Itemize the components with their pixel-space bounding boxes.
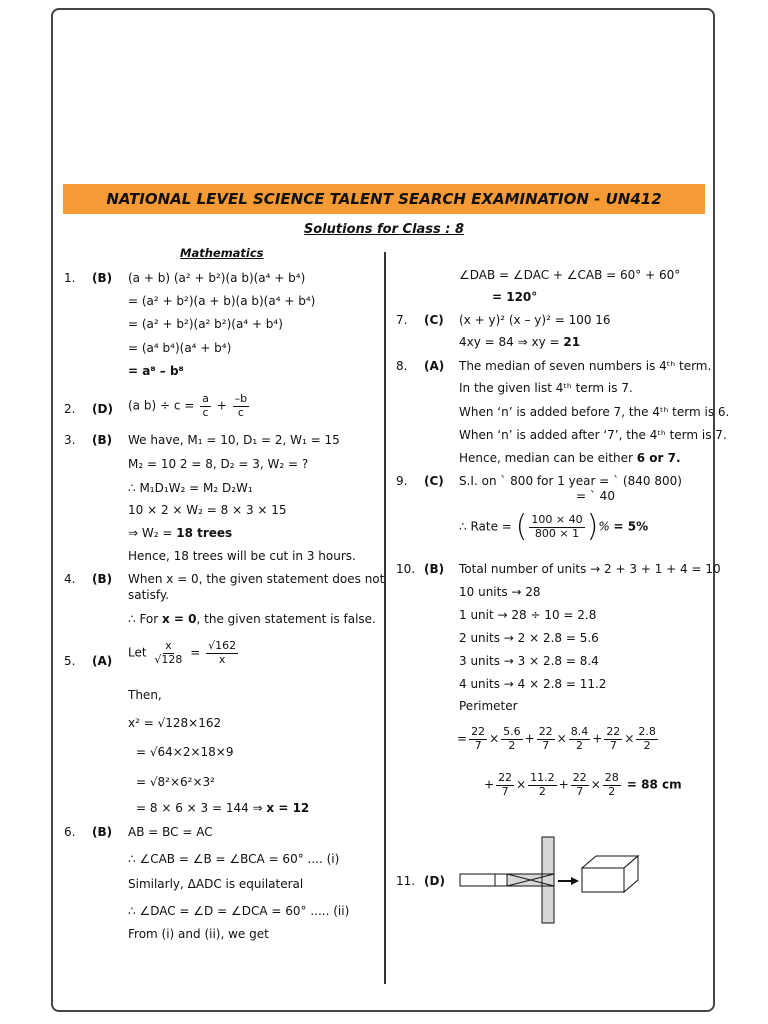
- q10-line: Total number of units → 2 + 3 + 1 + 4 = 10: [459, 562, 721, 576]
- q10-line: 3 units → 3 × 2.8 = 8.4: [459, 654, 599, 668]
- q11-net-diagram: [455, 836, 641, 926]
- q6-number: 6.: [64, 825, 76, 839]
- q4-number: 4.: [64, 572, 76, 586]
- q1-answer: (B): [92, 271, 113, 285]
- q10-perimeter-line1: = $\frac{22}{7}$ × $\frac{5.6}{2}$ + $\frac{22}{7}$ × $\frac{8.4}{2}$ + $\frac{22}{7}$ × $\frac{2.8}{2}$: [457, 725, 656, 752]
- exam-title-banner: [63, 184, 705, 214]
- q6-line: ∴ ∠CAB = ∠B = ∠BCA = 60° .... (i): [128, 852, 340, 866]
- q1-line: = (a² + b²)(a + b)(a b)(a⁴ + b⁴): [128, 294, 316, 308]
- fraction: $\frac{22}{7}$: [606, 725, 621, 752]
- q5-line: = 8 × 6 × 3 = 144 ⇒ x = 12: [136, 801, 310, 815]
- q6-result: = 120°: [492, 290, 538, 304]
- q6-line: AB = BC = AC: [128, 825, 213, 839]
- q3-line: ⇒ W₂ = 18 trees: [128, 526, 233, 540]
- column-divider: [384, 252, 386, 984]
- q8-line: Hence, median can be either 6 or 7.: [459, 451, 681, 465]
- q10-number: 10.: [396, 562, 416, 576]
- q9-line: S.I. on ` 800 for 1 year = ` (840 800): [459, 474, 682, 488]
- q7-answer: (C): [424, 313, 444, 327]
- q9-fraction: $\frac{100 \times 40}{800 \times 1}$: [531, 512, 583, 540]
- fraction: $\frac{5.6}{2}$: [503, 725, 521, 752]
- section-heading: Mathematics: [180, 246, 264, 260]
- q7-line: (x + y)² (x – y)² = 100 16: [459, 313, 611, 327]
- q10-line: 4 units → 4 × 2.8 = 11.2: [459, 677, 607, 691]
- q2-fraction: $\frac{-b}{c}$: [234, 392, 248, 419]
- exam-title: NATIONAL LEVEL SCIENCE TALENT SEARCH EXAMINATION - UN412: [106, 190, 662, 208]
- fraction: $\frac{28}{2}$: [604, 771, 619, 798]
- q1-number: 1.: [64, 271, 76, 285]
- fraction: $\frac{22}{7}$: [538, 725, 553, 752]
- q8-line: The median of seven numbers is 4ᵗʰ term.: [459, 359, 712, 373]
- q10-result: = 88 cm: [622, 777, 682, 792]
- q8-line: When ‘n’ is added after ‘7’, the 4ᵗʰ term is 7.: [459, 428, 727, 442]
- q9-rate: ∴ Rate = ( $\frac{100 \times 40}{800 \times 1}$ )% = 5%: [459, 509, 649, 544]
- fraction: $\frac{11.2}{2}$: [530, 771, 555, 798]
- q7-line: 4xy = 84 ⇒ xy = 21: [459, 335, 581, 349]
- q6-answer: (B): [92, 825, 113, 839]
- q6-line: From (i) and (ii), we get: [128, 927, 269, 941]
- q2-lhs: (a b) ÷ c =: [128, 398, 195, 413]
- q10-line: 1 unit → 28 ÷ 10 = 2.8: [459, 608, 597, 622]
- q6-continued: ∠DAB = ∠DAC + ∠CAB = 60° + 60°: [459, 268, 681, 282]
- q4-line: satisfy.: [128, 588, 170, 602]
- q8-line: When ‘n’ is added before 7, the 4ᵗʰ term is 6.: [459, 405, 730, 419]
- q5-number: 5.: [64, 654, 76, 668]
- q5-line: Then,: [128, 688, 162, 702]
- q5-line: = √64×2×18×9: [136, 745, 234, 759]
- q10-line: 2 units → 2 × 2.8 = 5.6: [459, 631, 599, 645]
- q11-number: 11.: [396, 874, 416, 888]
- q3-line: M₂ = 10 2 = 8, D₂ = 3, W₂ = ?: [128, 457, 309, 471]
- q2-number: 2.: [64, 402, 76, 416]
- fraction: $\frac{22}{7}$: [572, 771, 587, 798]
- q1-line: = (a⁴ b⁴)(a⁴ + b⁴): [128, 341, 232, 355]
- q1-result: = a⁸ – b⁸: [128, 364, 184, 378]
- q4-answer: (B): [92, 572, 113, 586]
- q10-line: 10 units → 28: [459, 585, 541, 599]
- q9-number: 9.: [396, 474, 408, 488]
- q3-line: Hence, 18 trees will be cut in 3 hours.: [128, 549, 356, 563]
- q7-number: 7.: [396, 313, 408, 327]
- q2-fraction: $\frac{a}{c}$: [202, 392, 209, 419]
- q11-answer: (D): [424, 874, 445, 888]
- q2-answer: (D): [92, 402, 113, 416]
- q8-answer: (A): [424, 359, 445, 373]
- q8-number: 8.: [396, 359, 408, 373]
- solutions-subtitle: Solutions for Class : 8: [303, 222, 465, 237]
- q1-line: = (a² + b²)(a² b²)(a⁴ + b⁴): [128, 317, 283, 331]
- q3-line: ∴ M₁D₁W₂ = M₂ D₂W₁: [128, 481, 253, 495]
- q10-perimeter-line2: + $\frac{22}{7}$ × $\frac{11.2}{2}$ + $\frac{22}{7}$ × $\frac{28}{2}$ = 88 cm: [484, 771, 682, 798]
- q5-fraction: $\frac{√162}{x}$: [208, 639, 237, 666]
- q5-equation: Let $\frac{x}{√128}$ = $\frac{√162}{x}$: [128, 639, 237, 666]
- fraction: $\frac{8.4}{2}$: [570, 725, 589, 752]
- q8-line: In the given list 4ᵗʰ term is 7.: [459, 381, 633, 395]
- q1-line: (a + b) (a² + b²)(a b)(a⁴ + b⁴): [128, 271, 306, 285]
- q6-line: Similarly, ΔADC is equilateral: [128, 877, 304, 891]
- fraction: $\frac{22}{7}$: [471, 725, 486, 752]
- q5-line: = √8²×6²×3²: [136, 775, 215, 789]
- q4-line: ∴ For x = 0, the given statement is false.: [128, 612, 376, 626]
- q5-fraction: $\frac{x}{√128}$: [154, 639, 183, 666]
- q5-line: x² = √128×162: [128, 716, 222, 730]
- q10-line: Perimeter: [459, 699, 518, 713]
- q10-answer: (B): [424, 562, 445, 576]
- fraction: $\frac{2.8}{2}$: [638, 725, 656, 752]
- q3-line: We have, M₁ = 10, D₁ = 2, W₁ = 15: [128, 433, 340, 447]
- q9-line: = ` 40: [576, 489, 615, 503]
- q3-answer: (B): [92, 433, 113, 447]
- q2-expression: (a b) ÷ c = $\frac{a}{c}$ + $\frac{-b}{c}$: [128, 392, 248, 419]
- q3-number: 3.: [64, 433, 76, 447]
- q9-answer: (C): [424, 474, 444, 488]
- fraction: $\frac{22}{7}$: [498, 771, 513, 798]
- q3-line: 10 × 2 × W₂ = 8 × 3 × 15: [128, 503, 287, 517]
- q5-answer: (A): [92, 654, 113, 668]
- q4-line: When x = 0, the given statement does not: [128, 572, 385, 586]
- q6-line: ∴ ∠DAC = ∠D = ∠DCA = 60° ..... (ii): [128, 904, 350, 918]
